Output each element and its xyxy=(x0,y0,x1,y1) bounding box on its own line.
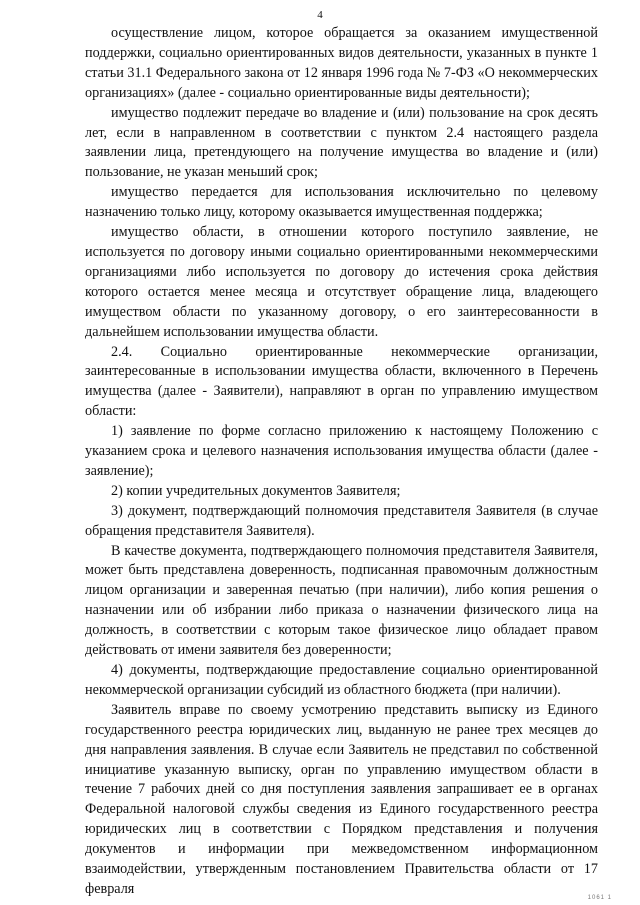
list-item-founding-documents: 2) копии учредительных документов Заявителя; xyxy=(111,482,401,499)
paragraph-power-of-attorney: В качестве документа, подтверждающего полномочия представителя Заявителя, может быть представлена доверенность, подписанная правомочным должностным лицом организации и заверенная печатью (при наличии), либо копия решения о назначении или об избрании либо приказа о назначении физического лица на должность, в соответствии с которым такое физическое лицо обладает правом действовать от имени заявителя без доверенности; xyxy=(85,542,598,659)
document-body xyxy=(85,24,598,900)
list-item-authority-document: 3) документ, подтверждающий полномочия представителя Заявителя (в случае обращения представителя Заявителя). xyxy=(85,502,598,539)
paragraph-social-activities: осуществление лицом, которое обращается за оказанием имущественной поддержки, социально ориентированных видов деятельности, указанных в пункте 1 статьи 31.1 Федерального закона от 12 января 1996 года № 7-ФЗ «О некоммерческих организациях» (далее - социально ориентированные виды деятельности); xyxy=(85,25,598,101)
paragraph-property-not-used: имущество области, в отношении которого поступило заявление, не используется по договору иными социально ориентированными некоммерческими организациями либо используется по договору до истечения срока действия которого остается менее месяца и отсутствует обращение лица, владеющего имуществом области по указанному договору, о его заинтересованности в дальнейшем использовании имущества области. xyxy=(85,224,598,340)
page-number: 4 xyxy=(317,9,323,21)
paragraph-registry-extract: Заявитель вправе по своему усмотрению представить выписку из Единого государственного реестра юридических лиц, выданную не ранее трех месяцев до дня направления заявления. В случае если Заявитель не представил по собственной инициативе указанную выписку, орган по управлению имуществом области в течение 7 рабочих дней со дня поступления заявления запрашивает ее в органах Федеральной налоговой службы сведения из Единого государственного реестра юридических лиц в соответствии с Порядком представления и получения документов и информации при межведомственном информационном взаимодействии, утвержденным постановлением Правительства области от 17 февраля xyxy=(85,701,598,897)
paragraph-section-2-4: 2.4. Социально ориентированные некоммерческие организации, заинтересованные в использовании имущества области, включенного в Перечень имущества (далее - Заявители), направляют в орган по управлению имуществом области: xyxy=(85,343,598,420)
footer-mark: 1061 1 xyxy=(587,895,612,901)
paragraph-term-of-use: имущество подлежит передаче во владение и (или) пользование на срок десять лет, если в направленном в соответствии с пунктом 2.4 настоящего раздела заявлении лица, претендующего на получение имущества во владение и (или) пользование, не указан меньший срок; xyxy=(85,104,598,181)
list-item-subsidy-documents: 4) документы, подтверждающие предоставление социально ориентированной некоммерческой организации субсидий из областного бюджета (при наличии). xyxy=(85,662,598,698)
paragraph-target-purpose: имущество передается для использования исключительно по целевому назначению только лицу, которому оказывается имущественная поддержка; xyxy=(85,184,598,221)
list-item-application: 1) заявление по форме согласно приложению к настоящему Положению с указанием срока и целевого назначения использования имущества области (далее - заявление); xyxy=(85,423,598,479)
